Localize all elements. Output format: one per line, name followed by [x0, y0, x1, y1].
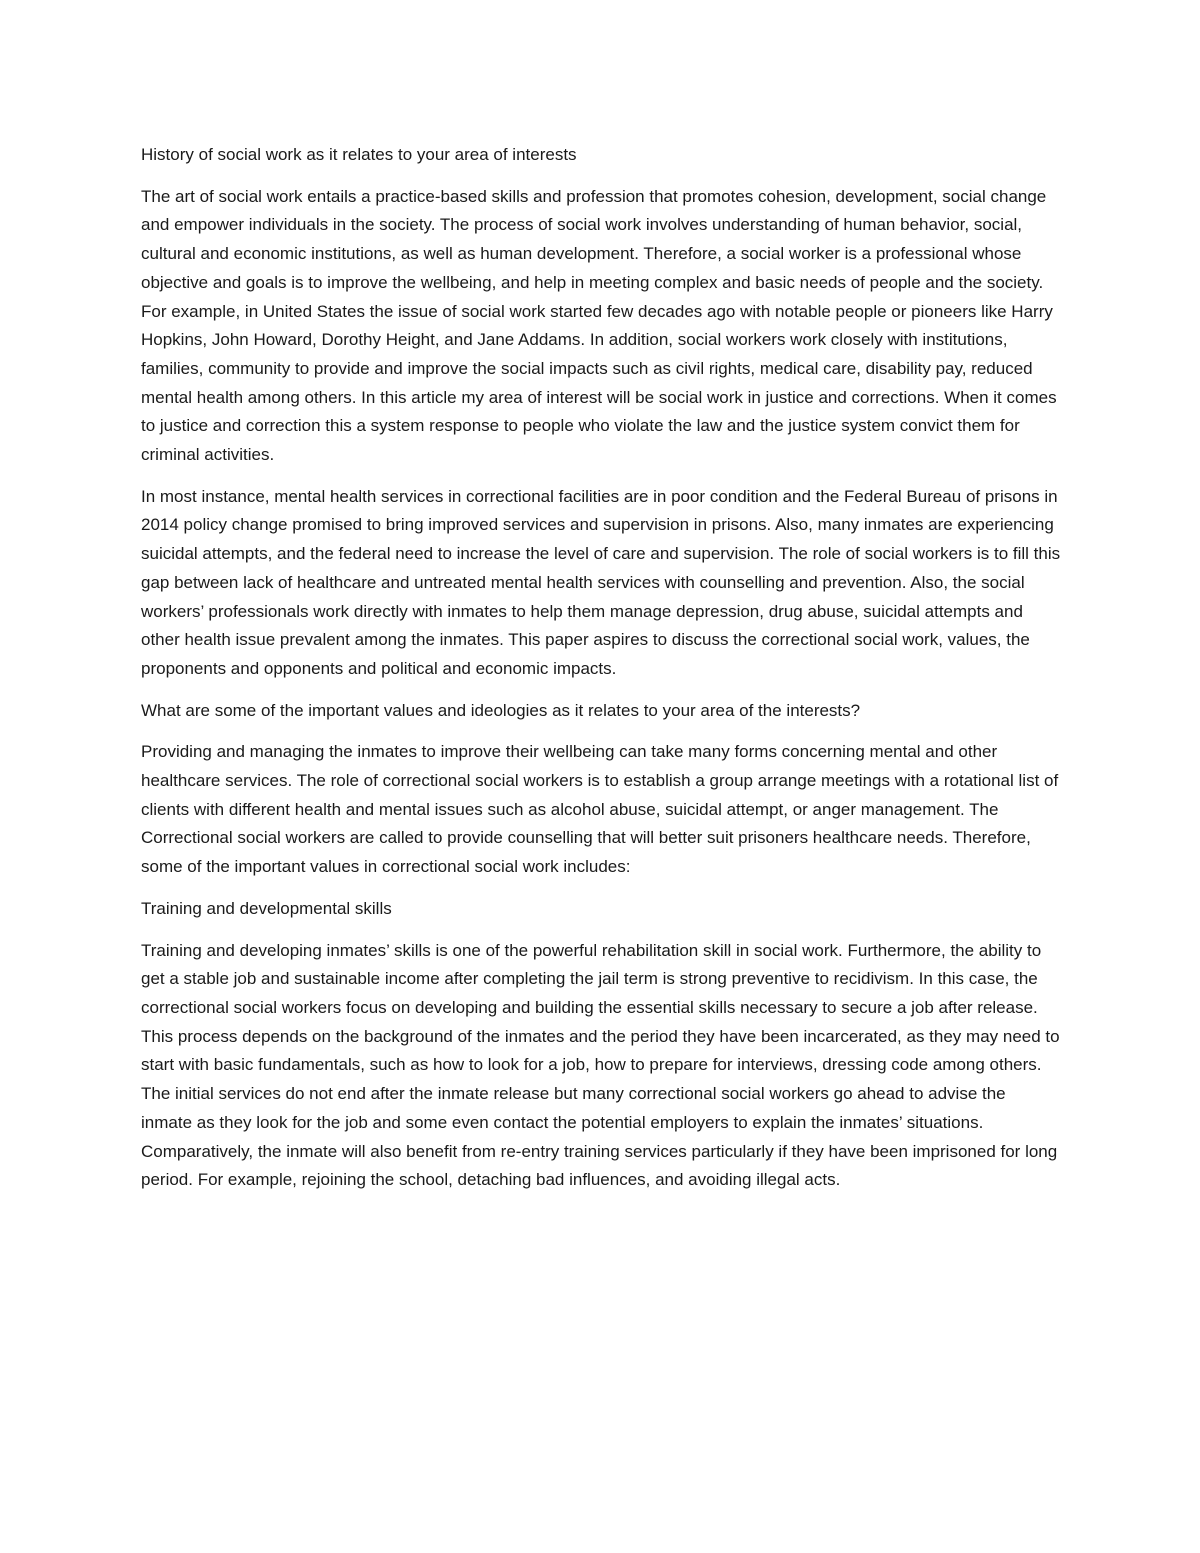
section-heading-values: What are some of the important values and ideologies as it relates to your area of the interests?	[141, 700, 861, 720]
paragraph-values: Providing and managing the inmates to improve their wellbeing can take many forms concerning mental and other healthcare services. The role of correctional social workers is to establish a group arrange meetings with a rotational list of clients with different health and mental issues such as alcohol abuse, suicidal attempt, or anger management. The Correctional social workers are called to provide counselling that will better suit prisoners healthcare needs. Therefore, some of the important values in correctional social work includes:	[141, 742, 1059, 877]
paragraph-introduction: The art of social work entails a practice-based skills and profession that promotes cohesion, development, social change and empower individuals in the society. The process of social work involves understanding of human behavior, social, cultural and economic institutions, as well as human development. Therefore, a social worker is a professional whose objective and goals is to improve the wellbeing, and help in meeting complex and basic needs of people and the society. For example, in United States the issue of social work started few decades ago with notable people or pioneers like Harry Hopkins, John Howard, Dorothy Height, and Jane Addams. In addition, social workers work closely with institutions, families, community to provide and improve the social impacts such as civil rights, medical care, disability pay, reduced mental health among others. In this article my area of interest will be social work in justice and corrections. When it comes to justice and correction this a system response to people who violate the law and the justice system convict them for criminal activities.	[141, 186, 1057, 465]
paragraph-training: Training and developing inmates’ skills is one of the powerful rehabilitation skill in social work. Furthermore, the ability to get a stable job and sustainable income after completing the jail term is strong preventive to recidivism. In this case, the correctional social workers focus on developing and building the essential skills necessary to secure a job after release. This process depends on the background of the inmates and the period they have been incarcerated, as they may need to start with basic fundamentals, such as how to look for a job, how to prepare for interviews, dressing code among others. The initial services do not end after the inmate release but many correctional social workers go ahead to advise the inmate as they look for the job and some even contact the potential employers to explain the inmates’ situations. Comparatively, the inmate will also benefit from re-entry training services particularly if they have been imprisoned for long period. For example, rejoining the school, detaching bad influences, and avoiding illegal acts.	[141, 940, 1060, 1190]
section-heading-training: Training and developmental skills	[141, 898, 392, 918]
document-body	[141, 141, 1061, 1208]
paragraph-mental-health: In most instance, mental health services in correctional facilities are in poor condition and the Federal Bureau of prisons in 2014 policy change promised to bring improved services and supervision in prisons. Also, many inmates are experiencing suicidal attempts, and the federal need to increase the level of care and supervision. The role of social workers is to fill this gap between lack of healthcare and untreated mental health services with counselling and prevention. Also, the social workers’ professionals work directly with inmates to help them manage depression, drug abuse, suicidal attempts and other health issue prevalent among the inmates. This paper aspires to discuss the correctional social work, values, the proponents and opponents and political and economic impacts.	[141, 486, 1061, 678]
section-heading-history: History of social work as it relates to your area of interests	[141, 145, 577, 164]
